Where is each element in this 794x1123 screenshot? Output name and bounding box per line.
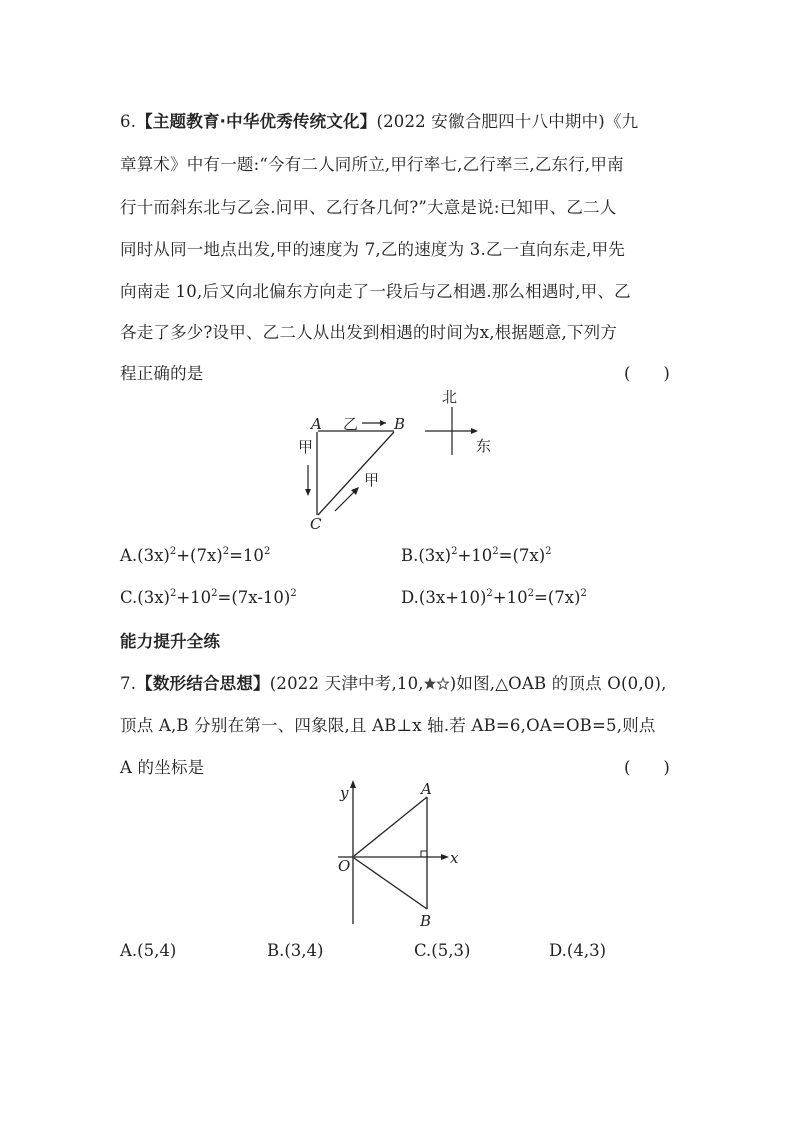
q6-fig-arrowhead-east — [380, 420, 386, 426]
q7-text-2: 顶点 A,B 分别在第一、四象限,且 AB⊥x 轴.若 AB=6,OA=OB=5,则点 — [120, 716, 656, 735]
q7-text-3: A 的坐标是 — [120, 758, 205, 777]
q7-line-1 — [120, 670, 667, 694]
q6-text-6: 各走了多少?设甲、乙二人从出发到相遇的时间为x,根据题意,下列方 — [120, 323, 618, 342]
q7-figure — [330, 778, 470, 930]
q7-option-b[interactable]: B.(3,4) — [267, 941, 324, 960]
q6-text-2: 章算术》中有一题:“今有二人同所立,甲行率七,乙行率三,乙东行,甲南 — [120, 155, 624, 174]
q6-text-7: 程正确的是 — [120, 364, 204, 383]
q7-option-a[interactable]: A.(5,4) — [120, 941, 177, 960]
q7-answer-blank[interactable]: ( ) — [624, 758, 670, 777]
q6-option-b[interactable]: $B.(3x)^2+10^2=(7x)^2$ — [401, 546, 552, 565]
q7-x-axis-arrowhead — [441, 854, 449, 860]
q6-answer-blank[interactable]: ( ) — [624, 364, 670, 383]
q6-option-a[interactable]: $A.(3x)^2+(7x)^2=10^2$ — [120, 546, 271, 565]
q6-figure — [280, 385, 520, 535]
q7-label-x: x — [450, 849, 459, 867]
q7-label-o: O — [338, 857, 351, 875]
q6-fig-label-east: 东 — [476, 437, 492, 455]
q7-segment-oa — [354, 797, 427, 856]
q6-topic-tag: 【主题教育·中华优秀传统文化】 — [136, 112, 377, 131]
q7-right-angle-mark — [421, 851, 427, 857]
q6-fig-label-jia-left: 甲 — [298, 438, 314, 456]
difficulty-stars-icon — [424, 677, 450, 691]
q6-fig-compass-arrowhead — [471, 428, 478, 434]
q7-option-c[interactable]: C.(5,3) — [414, 941, 471, 960]
q6-fig-label-yi: 乙 — [343, 415, 359, 433]
q7-text-1a: (2022 天津中考,10, — [269, 674, 424, 693]
q7-label-y: y — [340, 784, 349, 802]
q7-segment-ob — [354, 858, 427, 909]
q6-text-4: 同时从同一地点出发,甲的速度为 7,乙的速度为 3.乙一直向东走,甲先 — [120, 240, 625, 259]
q7-label-b: B — [420, 912, 432, 930]
q6-text-1: (2022 安徽合肥四十八中期中)《九 — [376, 112, 639, 131]
q7-label-a: A — [421, 780, 432, 798]
q7-number: 7. — [120, 674, 137, 693]
q6-text-5: 向南走 10,后又向北偏东方向走了一段后与乙相遇.那么相遇时,甲、乙 — [120, 282, 631, 301]
q6-fig-label-north: 北 — [442, 388, 458, 406]
q6-fig-label-jia-diag: 甲 — [364, 471, 380, 489]
q7-y-axis-arrowhead — [350, 780, 356, 788]
q6-option-c[interactable]: $C.(3x)^2+10^2=(7x-10)^2$ — [120, 588, 297, 607]
q6-line-1 — [120, 108, 638, 132]
q7-topic-tag: 【数形结合思想】 — [136, 674, 270, 693]
q6-fig-label-c: C — [310, 515, 322, 533]
q7-text-1b: )如图,△OAB 的顶点 O(0,0), — [449, 674, 667, 693]
q6-fig-side-cb — [318, 432, 394, 515]
q6-option-d[interactable]: $D.(3x+10)^2+10^2=(7x)^2$ — [401, 588, 587, 607]
q6-fig-label-a: A — [311, 415, 322, 433]
q7-option-d[interactable]: D.(4,3) — [549, 941, 607, 960]
q6-text-3: 行十而斜东北与乙会.问甲、乙行各几何?”大意是说:已知甲、乙二人 — [120, 198, 617, 217]
q6-number: 6. — [120, 112, 137, 131]
q6-fig-label-b: B — [394, 415, 406, 433]
q6-fig-arrowhead-south — [305, 489, 311, 496]
section-title: 能力提升全练 — [120, 632, 221, 651]
